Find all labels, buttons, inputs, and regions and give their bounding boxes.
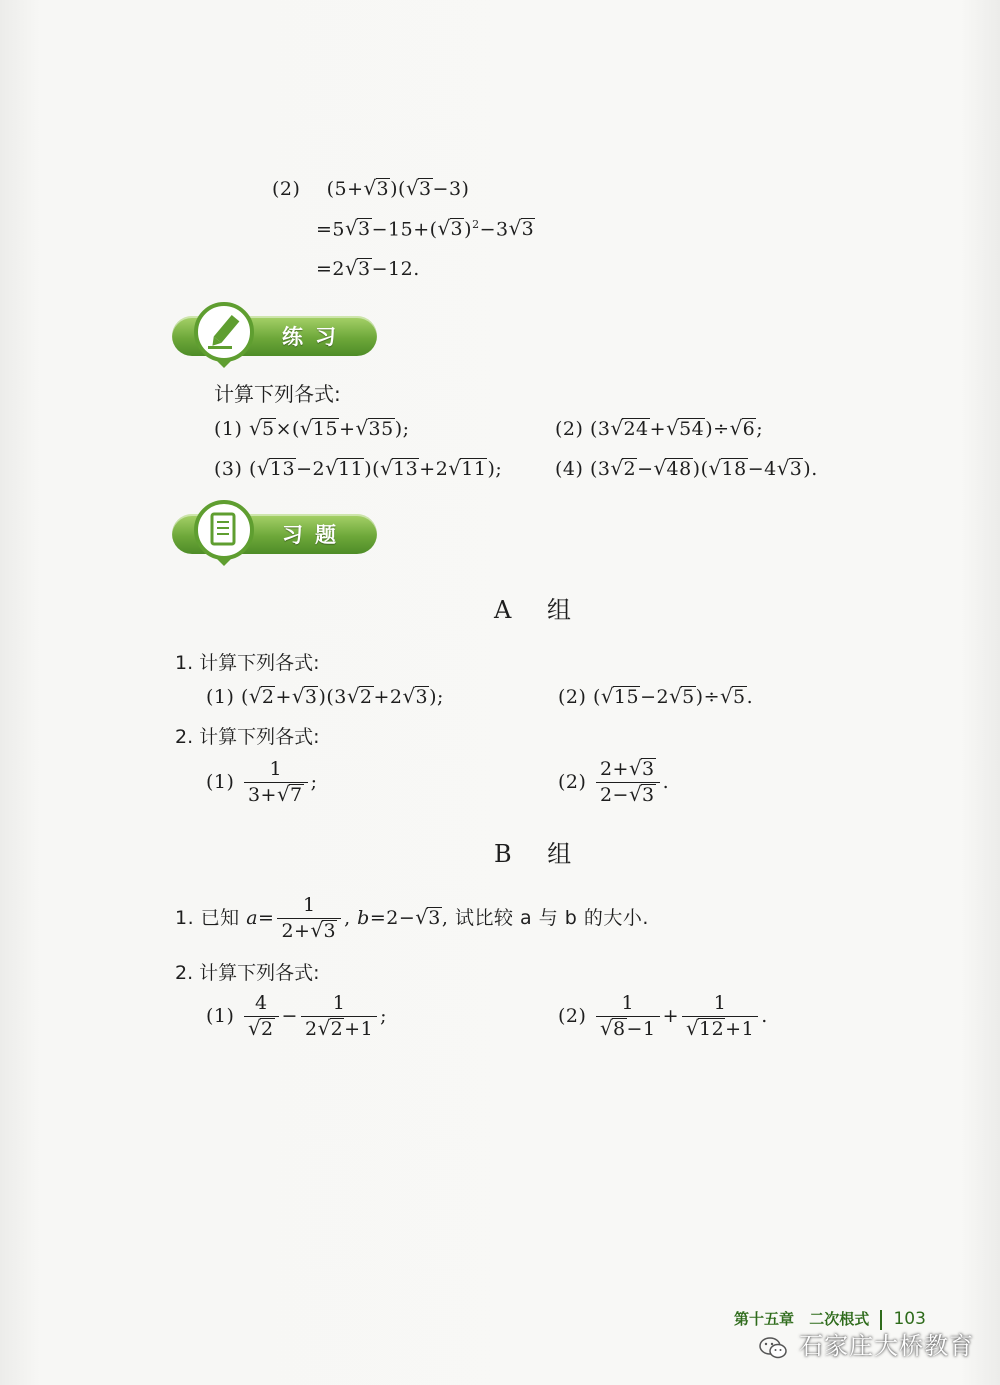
group-b-q2-item-2: (2) 1 √ 8−1 + 1 √ 12+1 . [558, 992, 768, 1042]
practice-item-1: (1) √ 5×(√ 15+√ 35); [214, 418, 410, 441]
example-2-label: (2) [272, 178, 301, 200]
practice-item-4: (4) (3√ 2−√ 48)(√ 18−4√ 3). [555, 458, 818, 481]
example-2-step-2: =2√ 3−12. [316, 258, 420, 281]
group-b-q2-item-1: (1) 4 √ 2 − $\frac{1}{2√ 2+1}$ ; [206, 992, 387, 1042]
practice-instruction: 计算下列各式: [214, 382, 341, 406]
chapter-label: 第十五章 [734, 1310, 795, 1328]
banner-pointer [216, 360, 232, 368]
banner-pointer [216, 558, 232, 566]
example-2: (2) (5+√ 3)(√ 3−3) [272, 178, 469, 201]
page-number: 103 [893, 1309, 926, 1329]
notebook-icon [194, 500, 254, 560]
group-b-heading: B 组 [494, 840, 586, 868]
practice-item-2: (2) (3√ 24+√ 54)÷√ 6; [555, 418, 763, 441]
exercises-banner-label: 习题 [282, 523, 348, 547]
group-a-q2-item-2: (2) $\frac{2+√ 3}{2-√ 3}$ . [558, 758, 669, 808]
item-label: (1) [214, 418, 243, 440]
group-b-question-2: 2. 计算下列各式: [175, 962, 320, 984]
item-label: (2) [555, 418, 584, 440]
wechat-icon [758, 1335, 788, 1365]
practice-banner [172, 316, 377, 364]
watermark [758, 1326, 974, 1365]
group-a-q1-item-1: (1) (√ 2+√ 3)(3√ 2+2√ 3); [206, 686, 444, 709]
question-prefix: 1. 已知 [175, 906, 240, 929]
group-a-question-1: 1. 计算下列各式: [175, 652, 320, 674]
item-label: (4) [555, 458, 584, 480]
item-label: (3) [214, 458, 243, 480]
chapter-title: 二次根式 [809, 1310, 870, 1328]
practice-item-3: (3) (√ 13−2√ 11)(√ 13+2√ 11); [214, 458, 502, 481]
exercises-banner [172, 514, 377, 562]
group-a-heading: A 组 [494, 596, 585, 624]
pencil-icon [194, 302, 254, 362]
question-text: 试比较 a 与 b 的大小. [454, 906, 649, 929]
watermark-text: 石家庄大桥教育 [799, 1332, 975, 1360]
group-a-q1-item-2: (2) (√ 15−2√ 5)÷√ 5. [558, 686, 753, 709]
example-2-step-1: =5√ 3−15+(√ 3)$^2$−3√ 3 [316, 218, 535, 241]
group-b-question-1: 1. 已知 a= $\frac{1}{2+√ 3}$ , b=2−√ 3, 试比较 a 与 b 的大小. [175, 894, 649, 944]
group-a-q2-item-1: (1) $\frac{1}{3+√ 7}$ ; [206, 758, 317, 808]
practice-banner-label: 练习 [282, 325, 348, 349]
group-a-question-2: 2. 计算下列各式: [175, 726, 320, 748]
